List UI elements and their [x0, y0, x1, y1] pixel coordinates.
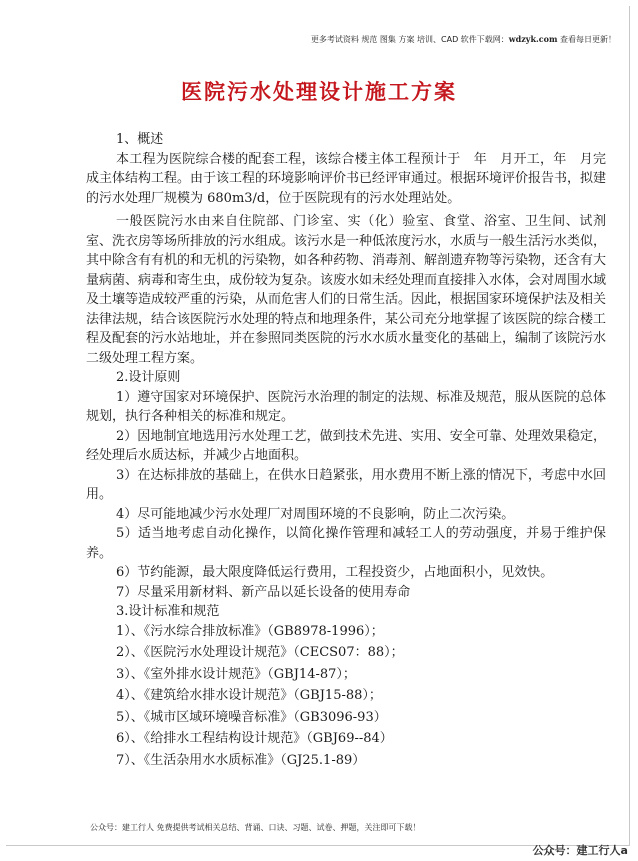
overview-paragraph: 本工程为医院综合楼的配套工程，该综合楼主体工程预计于 年 月开工，年 月完成主体结构工程。由于该工程的环境影响评价书已经评审通过。根据环境评价报告书，拟建的污水处理厂规模为 680m3/d，位于医院现有的污水处理站处。	[86, 151, 607, 206]
principle-item: 7）尽量采用新材料、新产品以延长设备的使用寿命	[116, 584, 411, 600]
principle-item: 2）因地制宜地选用污水处理工艺，做到技术先进、实用、安全可靠、处理效果稳定，经处理后水质达标，并减少占地面积。	[86, 428, 606, 463]
principle-item: 3）在达标排放的基础上，在供水日趋紧张，用水费用不断上涨的情况下，考虑中水回用。	[86, 467, 606, 502]
principle-item: 1）遵守国家对环境保护、医院污水治理的制定的法规、标准及规范，服从医院的总体规划，执行各种相关的标准和规定。	[86, 389, 606, 424]
header-note-suffix: 查看每日更新！	[557, 35, 616, 44]
watermark-text: 公众号：建工行人a	[532, 844, 628, 857]
header-note-prefix: 更多考试资料 规范 图集 方案 培训、CAD 软件下载网：	[310, 35, 509, 44]
document-body	[86, 130, 606, 772]
header-site-link[interactable]: wdzyk.com	[508, 34, 558, 44]
standard-item: 3）、《室外排水设计规范》（GBJ14-87）；	[116, 666, 356, 682]
section-principles-heading: 2.设计原则	[116, 370, 181, 385]
section-standards-heading: 3.设计标准和规范	[116, 604, 220, 619]
standard-item: 2）、《医院污水处理设计规范》（CECS07：88）；	[116, 645, 404, 660]
standard-item: 5）、《城市区域环境噪音标准》（GB3096-93）	[116, 709, 387, 725]
standard-item: 1）、《污水综合排放标准》（GB8978-1996）；	[116, 623, 384, 639]
standard-item: 7）、《生活杂用水水质标准》（GJ25.1-89）	[116, 752, 366, 768]
section-overview-heading: 1、概述	[116, 132, 164, 147]
principle-item: 4）尽可能地减少污水处理厂对周围环境的不良影响，防止二次污染。	[116, 506, 515, 522]
standard-item: 4）、《建筑给水排水设计规范》（GBJ15-88）；	[116, 688, 382, 703]
footer-note: 公众号：建工行人 免费提供考试相关总结、背诵、口诀、习题、试卷、押题，关注即可下载！	[90, 823, 421, 832]
document-title: 医院污水处理设计施工方案	[181, 80, 457, 104]
overview-paragraph: 一般医院污水由来自住院部、门诊室、实（化）验室、食堂、浴室、卫生间、试剂室、洗衣房等场所排放的污水组成。该污水是一种低浓度污水，水质与一般生活污水类似，其中除含有有机的和无机的污染物，如各种药物、消毒剂、解剖遗弃物等污染物，还含有大量病菌、病毒和寄生虫，成份较为复杂。该废水如未经处理而直接排入水体，会对周围水域及土壤等造成较严重的污染，从而危害人们的日常生活。因此，根据国家环境保护法及相关法律法规，结合该医院污水处理的特点和地理条件，某公司充分地掌握了该医院的综合楼工程及配套的污水站地址，并在参照同类医院的污水水质水量变化的基础上，编制了该院污水二级处理工程方案。	[86, 214, 607, 366]
standard-item: 6）、《给排水工程结构设计规范》（GBJ69--84）	[116, 731, 393, 746]
header-note	[0, 34, 616, 45]
principle-item: 6）节约能源，最大限度降低运行费用，工程投资少，占地面积小，见效快。	[116, 565, 554, 580]
principle-item: 5）适当地考虑自动化操作，以简化操作管理和减轻工人的劳动强度，并易于维护保养。	[86, 526, 606, 561]
